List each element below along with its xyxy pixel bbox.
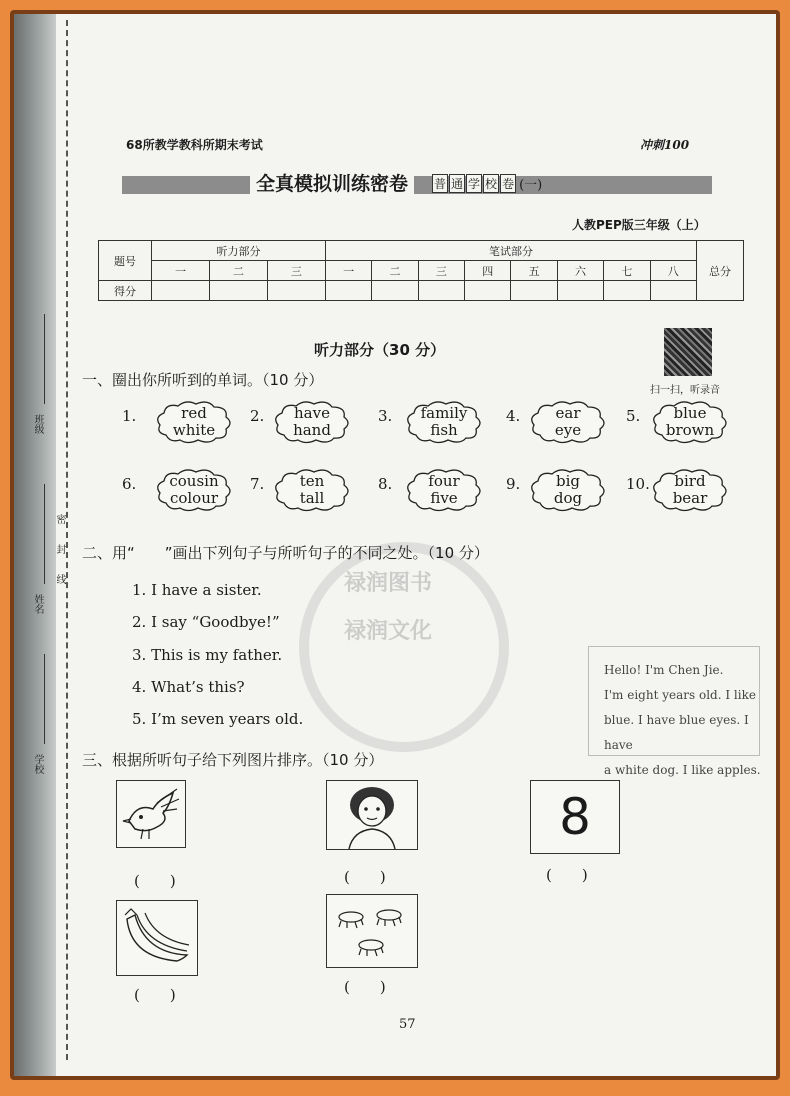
- score-cell[interactable]: [152, 281, 210, 301]
- sentence-2[interactable]: 2. I say “Goodbye!”: [132, 613, 280, 631]
- item-number: 2.: [250, 407, 265, 425]
- item-number: 6.: [122, 475, 137, 493]
- exam-page: [14, 14, 776, 1076]
- word-cloud[interactable]: [404, 467, 484, 513]
- woman-picture: [326, 780, 418, 850]
- watermark-text-1: 禄润图书: [344, 571, 433, 596]
- table-col: 一: [152, 261, 210, 281]
- cloud-word-b[interactable]: eye: [554, 421, 582, 439]
- listening-section-title: 听力部分（30 分）: [314, 341, 446, 359]
- cloud-word-a[interactable]: blue: [673, 404, 707, 422]
- item-number: 10.: [626, 475, 650, 493]
- score-cell[interactable]: [604, 281, 650, 301]
- class-blank: [44, 314, 45, 404]
- score-cell[interactable]: [650, 281, 696, 301]
- seal-char-2: 封: [54, 544, 65, 554]
- cloud-word-a[interactable]: four: [428, 472, 460, 490]
- cloud-word-b[interactable]: brown: [665, 421, 715, 439]
- cloud-word-b[interactable]: fish: [430, 421, 458, 439]
- score-cell[interactable]: [325, 281, 371, 301]
- table-col: 三: [418, 261, 464, 281]
- number-picture: [530, 780, 620, 854]
- tigers-picture: [326, 894, 418, 968]
- score-cell[interactable]: [557, 281, 603, 301]
- table-col: 二: [209, 261, 267, 281]
- cloud-word-a[interactable]: family: [420, 404, 468, 422]
- word-cloud[interactable]: [528, 399, 608, 445]
- tigers-icon: [327, 895, 417, 967]
- book-spine: [14, 14, 56, 1076]
- cloud-word-a[interactable]: have: [294, 404, 330, 422]
- bird-icon: [117, 781, 185, 847]
- score-table: [98, 240, 744, 301]
- bleed-text: [604, 658, 776, 783]
- cloud-word-b[interactable]: tall: [299, 489, 325, 507]
- cloud-word-a[interactable]: ten: [299, 472, 325, 490]
- item-number: 5.: [626, 407, 641, 425]
- subtitle-char: 普: [432, 174, 448, 193]
- item-number: 1.: [122, 407, 137, 425]
- answer-paren-3[interactable]: ( ): [546, 866, 588, 884]
- seal-dashed-line: [66, 20, 68, 1060]
- word-cloud[interactable]: [404, 399, 484, 445]
- table-col: 八: [650, 261, 696, 281]
- table-col: 六: [557, 261, 603, 281]
- section1-title: 一、圈出你所听到的单词。（10 分）: [82, 371, 324, 389]
- table-col: 一: [325, 261, 371, 281]
- answer-paren-1[interactable]: ( ): [134, 872, 176, 890]
- word-cloud[interactable]: [650, 399, 730, 445]
- score-cell[interactable]: [511, 281, 557, 301]
- score-cell[interactable]: [418, 281, 464, 301]
- edition-label: 人教PEP版三年级（上）: [572, 218, 706, 232]
- table-header-total: 总分: [697, 241, 744, 301]
- name-label: 姓名: [32, 594, 43, 614]
- table-col: 四: [465, 261, 511, 281]
- subtitle-char: 学: [466, 174, 482, 193]
- cloud-word-a[interactable]: cousin: [169, 472, 219, 490]
- score-cell[interactable]: [372, 281, 418, 301]
- word-cloud[interactable]: [650, 467, 730, 513]
- table-col: 三: [267, 261, 325, 281]
- table-col: 七: [604, 261, 650, 281]
- bleed-line: a white dog. I like apples.: [604, 763, 761, 777]
- sentence-3[interactable]: 3. This is my father.: [132, 646, 283, 664]
- subtitle-char: 卷: [500, 174, 516, 193]
- item-number: 8.: [378, 475, 393, 493]
- answer-paren-2[interactable]: ( ): [344, 868, 386, 886]
- seal-char-3: 线: [54, 574, 65, 584]
- school-blank: [44, 654, 45, 744]
- section2-title: 二、用“ ”画出下列句子与所听句子的不同之处。（10 分）: [82, 544, 489, 562]
- cloud-word-a[interactable]: big: [555, 472, 580, 490]
- score-cell[interactable]: [209, 281, 267, 301]
- table-col: 五: [511, 261, 557, 281]
- sentence-4[interactable]: 4. What’s this?: [132, 678, 245, 696]
- exam-source: 68所教学教科所期末考试: [126, 138, 263, 152]
- page-number: 57: [399, 1017, 416, 1032]
- subtitle-char: 校: [483, 174, 499, 193]
- qr-caption: 扫一扫，听录音: [650, 385, 720, 396]
- subtitle-char: 通: [449, 174, 465, 193]
- class-label: 班级: [32, 414, 43, 434]
- score-cell[interactable]: [465, 281, 511, 301]
- subtitle-boxes: [432, 174, 543, 193]
- cloud-word-b[interactable]: dog: [553, 489, 583, 507]
- table-col: 二: [372, 261, 418, 281]
- score-cell[interactable]: [267, 281, 325, 301]
- item-number: 7.: [250, 475, 265, 493]
- table-header-written: 笔试部分: [325, 241, 696, 261]
- word-cloud[interactable]: [154, 399, 234, 445]
- sentence-1[interactable]: 1. I have a sister.: [132, 581, 262, 599]
- item-number: 9.: [506, 475, 521, 493]
- table-header-number: 题号: [99, 241, 152, 281]
- qr-code-icon[interactable]: [664, 328, 712, 376]
- cloud-word-a[interactable]: red: [181, 404, 207, 422]
- sentence-5[interactable]: 5. I’m seven years old.: [132, 710, 304, 728]
- school-label: 学校: [32, 754, 43, 774]
- bleed-line: blue. I have blue eyes. I have: [604, 713, 749, 752]
- word-cloud[interactable]: [272, 399, 352, 445]
- word-cloud[interactable]: [528, 467, 608, 513]
- answer-paren-4[interactable]: ( ): [134, 986, 176, 1004]
- bird-picture: [116, 780, 186, 848]
- seal-char-1: 密: [54, 514, 65, 524]
- title-bar: [122, 176, 712, 194]
- woman-icon: [327, 781, 417, 849]
- cloud-word-a[interactable]: ear: [555, 404, 581, 422]
- cloud-word-b[interactable]: five: [430, 489, 458, 507]
- bleed-line: I'm eight years old. I like: [604, 688, 756, 702]
- word-cloud[interactable]: [272, 467, 352, 513]
- name-blank: [44, 484, 45, 584]
- table-header-listening: 听力部分: [152, 241, 326, 261]
- number-eight: 8: [559, 788, 591, 846]
- cloud-word-b[interactable]: hand: [293, 421, 331, 439]
- cloud-word-b[interactable]: bear: [672, 489, 708, 507]
- answer-paren-5[interactable]: ( ): [344, 978, 386, 996]
- bleed-line: Hello! I'm Chen Jie.: [604, 663, 724, 677]
- word-cloud[interactable]: [154, 467, 234, 513]
- watermark-text-2: 禄润文化: [344, 619, 433, 644]
- volume-label: (一): [519, 178, 543, 193]
- item-number: 3.: [378, 407, 393, 425]
- page-title: 全真模拟训练密卷: [250, 169, 414, 196]
- section3-title: 三、根据所听句子给下列图片排序。（10 分）: [82, 751, 384, 769]
- cloud-word-a[interactable]: bird: [674, 472, 706, 490]
- table-score-label: 得分: [99, 281, 152, 301]
- banana-picture: [116, 900, 198, 976]
- cloud-word-b[interactable]: colour: [169, 489, 219, 507]
- banana-icon: [117, 901, 197, 975]
- brand-logo-text: 冲刺100: [640, 138, 690, 152]
- cloud-word-b[interactable]: white: [172, 421, 216, 439]
- item-number: 4.: [506, 407, 521, 425]
